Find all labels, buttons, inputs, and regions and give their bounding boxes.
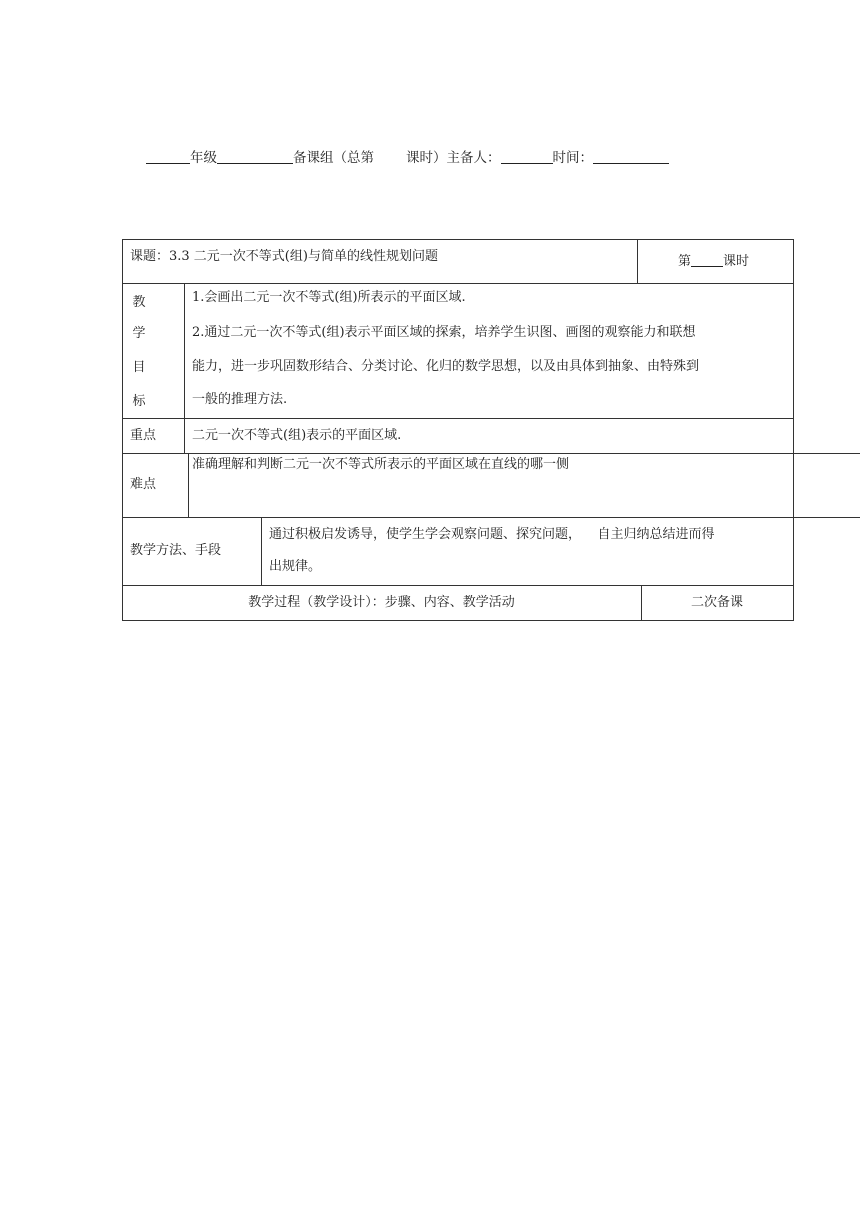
difficulty-label: 难点: [130, 477, 157, 492]
goals-label-2: 学: [132, 326, 146, 341]
process-label: 教学过程（教学设计）：步骤、内容、教学活动: [248, 595, 515, 610]
method-label: 教学方法、手段: [130, 543, 222, 558]
time-label: 时间：: [552, 150, 593, 166]
goals-label-1: 教: [132, 295, 146, 310]
lesson-suffix: 课时: [723, 254, 750, 269]
group-blank: [217, 149, 293, 164]
col-divider: [637, 239, 638, 283]
group-label: 备课组（总第: [293, 150, 374, 166]
lesson-number-blank: [691, 252, 723, 267]
row-divider: [122, 585, 794, 586]
table-border-bottom: [122, 620, 794, 621]
table-border-top: [122, 239, 794, 240]
goal-line-1: 1.会画出二元一次不等式(组)所表示的平面区域.: [192, 290, 466, 305]
row-divider: [122, 418, 794, 419]
goals-label-4: 标: [132, 394, 146, 409]
key-text: 二元一次不等式(组)表示的平面区域.: [192, 428, 402, 443]
lesson-title: 课题：3.3 二元一次不等式(组)与简单的线性规划问题: [130, 249, 438, 264]
col-divider: [188, 453, 189, 517]
preparer-blank: [501, 149, 553, 164]
goals-label-3: 目: [132, 360, 146, 375]
table-border-right: [793, 239, 794, 620]
col-divider: [184, 283, 185, 453]
row-divider: [122, 517, 860, 518]
lesson-prefix: 第: [678, 254, 692, 269]
goal-line-4: 一般的推理方法.: [192, 392, 288, 407]
lesson-period: [678, 248, 749, 275]
grade-blank: [146, 149, 190, 164]
key-label: 重点: [130, 428, 157, 443]
col-divider: [261, 517, 262, 585]
second-prep-label: 二次备课: [690, 595, 743, 610]
header-line: [146, 146, 669, 166]
method-line-2: 出规律。: [269, 559, 322, 574]
goal-line-3: 能力，进一步巩固数形结合、分类讨论、化归的数学思想，以及由具体到抽象、由特殊到: [192, 359, 700, 374]
method-line-1: 通过积极启发诱导，使学生学会观察问题、探究问题， 自主归纳总结进而得: [269, 527, 715, 542]
difficulty-text: 准确理解和判断二元一次不等式所表示的平面区域在直线的哪一侧: [192, 457, 570, 472]
goal-line-2: 2.通过二元一次不等式(组)表示平面区域的探索，培养学生识图、画图的观察能力和联想: [192, 325, 696, 340]
time-blank: [593, 149, 669, 164]
table-border-left: [122, 239, 123, 620]
period-label: 课时）主备人：: [406, 150, 501, 166]
grade-label: 年级: [190, 150, 217, 166]
